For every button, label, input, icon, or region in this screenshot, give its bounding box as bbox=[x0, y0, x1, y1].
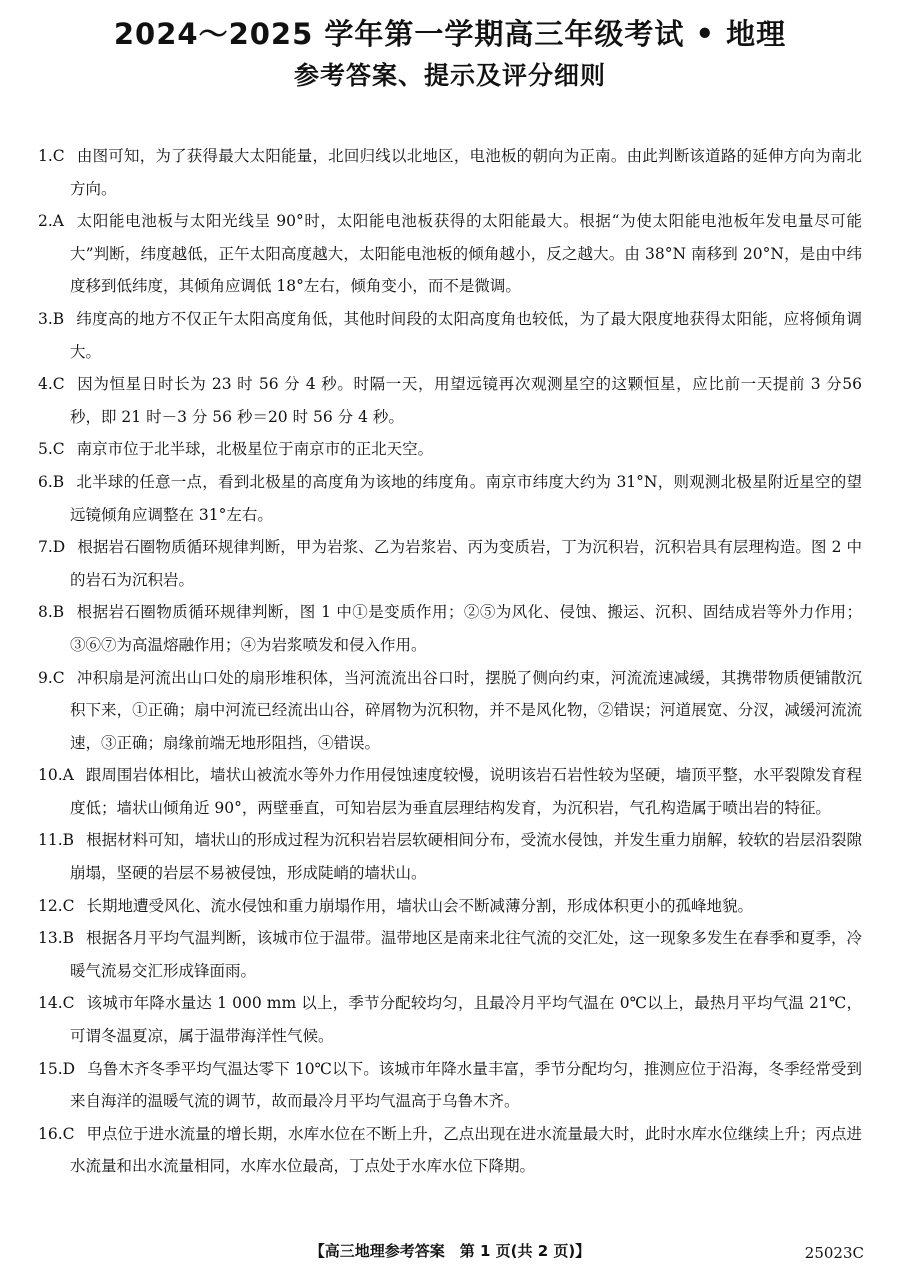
exam-code: 25023C bbox=[804, 1244, 864, 1262]
answer-number: 9.C bbox=[38, 668, 65, 687]
answer-explanation: 根据岩石圈物质循环规律判断，图 1 中①是变质作用；②⑤为风化、侵蚀、搬运、沉积、固结成岩等外力作用；③⑥⑦为高温熔融作用；④为岩浆喷发和侵入作用。 bbox=[70, 603, 862, 654]
answer-number: 2.A bbox=[38, 212, 64, 231]
answer-item-8 bbox=[38, 596, 862, 661]
answer-item-12 bbox=[38, 890, 862, 923]
answer-number: 4.C bbox=[38, 375, 65, 394]
answer-explanation: 根据材料可知，墙状山的形成过程为沉积岩岩层软硬相间分布，受流水侵蚀，并发生重力崩解，较软的岩层沿裂隙崩塌，坚硬的岩层不易被侵蚀，形成陡峭的墙状山。 bbox=[70, 831, 862, 883]
answer-explanation: 该城市年降水量达 1 000 mm 以上，季节分配较均匀，且最冷月平均气温在 0℃以上，最热月平均气温 21℃，可谓冬温夏凉，属于温带海洋性气候。 bbox=[70, 994, 862, 1046]
answer-item-9 bbox=[38, 662, 862, 760]
answer-explanation: 北半球的任意一点，看到北极星的高度角为该地的纬度角。南京市纬度大约为 31°N，则观测北极星附近星空的望远镜倾角应调整在 31°左右。 bbox=[70, 472, 862, 524]
answer-number: 7.D bbox=[38, 538, 66, 557]
answer-item-14 bbox=[38, 987, 862, 1052]
answer-explanation: 由图可知，为了获得最大太阳能量，北回归线以北地区，电池板的朝向为正南。由此判断该道路的延伸方向为南北方向。 bbox=[70, 147, 862, 198]
page-footer: 【高三地理参考答案 第 1 页(共 2 页)】 bbox=[309, 1242, 591, 1260]
answer-number: 5.C bbox=[38, 440, 65, 459]
answer-item-16 bbox=[38, 1118, 862, 1183]
answer-number: 10.A bbox=[38, 766, 74, 785]
answer-item-4 bbox=[38, 368, 862, 433]
answer-item-15 bbox=[38, 1053, 862, 1118]
answer-item-13 bbox=[38, 922, 862, 987]
answer-explanation: 甲点位于进水流量的增长期，水库水位在不断上升，乙点出现在进水流量最大时，此时水库水位继续上升；丙点进水流量和出水流量相同，水库水位最高，丁点处于水库水位下降期。 bbox=[70, 1124, 862, 1176]
answer-list bbox=[38, 140, 862, 1183]
answer-item-10 bbox=[38, 759, 862, 824]
answer-explanation: 乌鲁木齐冬季平均气温达零下 10℃以下。该城市年降水量丰富，季节分配均匀，推测应位于沿海，冬季经常受到来自海洋的温暖气流的调节，故而最冷月平均气温高于乌鲁木齐。 bbox=[70, 1059, 862, 1111]
answer-number: 14.C bbox=[38, 994, 75, 1013]
answer-number: 15.D bbox=[38, 1059, 76, 1078]
page-title: 2024～2025 学年第一学期高三年级考试 • 地理 bbox=[113, 17, 787, 51]
answer-item-1 bbox=[38, 140, 862, 205]
answer-explanation: 太阳能电池板与太阳光线呈 90°时，太阳能电池板获得的太阳能最大。根据“为使太阳能电池板年发电量尽可能大”判断，纬度越低，正午太阳高度越大，太阳能电池板的倾角越小，反之越大。由 38°N 南移到 20°N，是由中纬度移到低纬度，其倾角应调低 18°左右，倾角变小，而不是微调。 bbox=[70, 212, 862, 296]
answer-number: 8.B bbox=[38, 603, 65, 622]
answer-item-11 bbox=[38, 824, 862, 889]
answer-number: 6.B bbox=[38, 472, 65, 491]
answer-explanation: 根据岩石圈物质循环规律判断，甲为岩浆、乙为岩浆岩、丙为变质岩，丁为沉积岩，沉积岩具有层理构造。图 2 中的岩石为沉积岩。 bbox=[70, 538, 862, 589]
answer-number: 13.B bbox=[38, 929, 75, 948]
answer-explanation: 纬度高的地方不仅正午太阳高度角低，其他时间段的太阳高度角也较低，为了最大限度地获得太阳能，应将倾角调大。 bbox=[70, 309, 862, 361]
answer-item-6 bbox=[38, 466, 862, 531]
answer-item-7 bbox=[38, 531, 862, 596]
answer-explanation: 因为恒星日时长为 23 时 56 分 4 秒。时隔一天，用望远镜再次观测星空的这颗恒星，应比前一天提前 3 分56 秒，即 21 时－3 分 56 秒＝20 时 56 分 4 秒。 bbox=[70, 375, 862, 426]
answer-explanation: 南京市位于北半球，北极星位于南京市的正北天空。 bbox=[76, 440, 434, 459]
answer-explanation: 冲积扇是河流出山口处的扇形堆积体，当河流流出谷口时，摆脱了侧向约束，河流流速减缓，其携带物质便铺散沉积下来，①正确；扇中河流已经流出山谷，碎屑物为沉积物，并不是风化物，②错误；河道展宽、分汊，减缓河流流速，③正确；扇缘前端无地形阻挡，④错误。 bbox=[70, 668, 862, 752]
answer-item-2 bbox=[38, 205, 862, 303]
answer-number: 11.B bbox=[38, 831, 75, 850]
answer-item-3 bbox=[38, 303, 862, 368]
answer-number: 1.C bbox=[38, 147, 65, 165]
answer-number: 3.B bbox=[38, 309, 65, 328]
page-subtitle: 参考答案、提示及评分细则 bbox=[293, 61, 606, 90]
answer-explanation: 长期地遭受风化、流水侵蚀和重力崩塌作用，墙状山会不断减薄分割，形成体积更小的孤峰地貌。 bbox=[86, 896, 754, 915]
answer-item-5 bbox=[38, 433, 862, 466]
answer-explanation: 跟周围岩体相比，墙状山被流水等外力作用侵蚀速度较慢，说明该岩石岩性较为坚硬，墙顶平整，水平裂隙发育程度低；墙状山倾角近 90°，两壁垂直，可知岩层为垂直层理结构发育，为沉积岩，气孔构造属于喷出岩的特征。 bbox=[70, 766, 862, 817]
answer-number: 12.C bbox=[38, 896, 75, 915]
answer-explanation: 根据各月平均气温判断，该城市位于温带。温带地区是南来北往气流的交汇处，这一现象多发生在春季和夏季，冷暖气流易交汇形成锋面雨。 bbox=[70, 929, 862, 980]
answer-number: 16.C bbox=[38, 1124, 75, 1143]
